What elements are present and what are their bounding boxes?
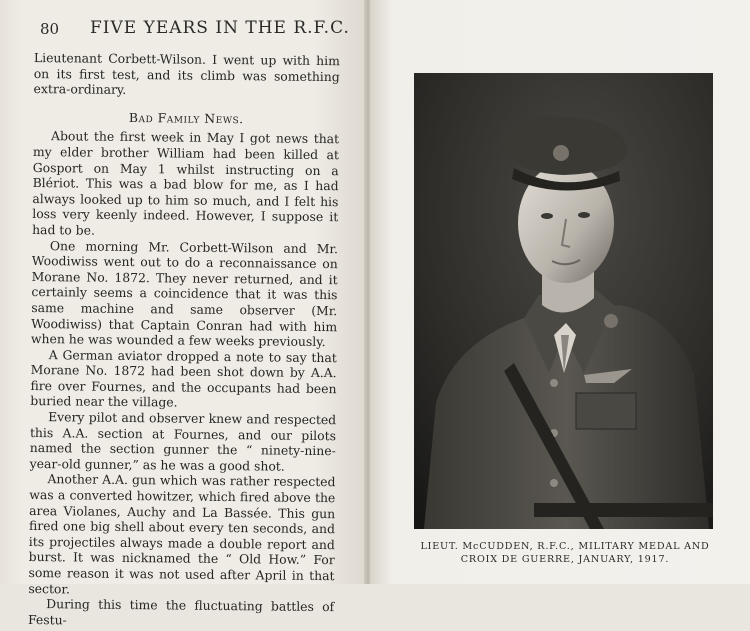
photo-caption bbox=[410, 540, 720, 566]
caption-line: CROIX DE GUERRE, JANUARY, 1917. bbox=[460, 554, 670, 565]
paragraph: About the first week in May I got news that my elder brother William had been killed at Gosport on May 1 whilst instructing on a Blériot. This was a bad blow for me, as I had always looked up to him so much, and I felt his loss very keenly indeed. However, I suppose it had to be. bbox=[32, 128, 340, 238]
paragraph: One morning Mr. Corbett-Wilson and Mr. Woodiwiss went out to do a reconnaissance on Morane No. 1872. They never returned, and it certainly seems a coincidence that it was this same machine and same observer (Mr. Woodiwiss) that Captain Conran had with him when he was wounded a few weeks previously. bbox=[30, 237, 339, 350]
opening-paragraph: Lieutenant Corbett-Wilson. I went up with him on its first test, and its climb was something extra-ordinary. bbox=[33, 50, 340, 98]
running-title: FIVE YEARS IN THE R.F.C. bbox=[90, 18, 350, 38]
section-heading: Bad Family News. bbox=[128, 109, 244, 126]
paragraph: A German aviator dropped a note to say that Morane No. 1872 had been shot down by A.A. fire over Fournes, and the occupants had been buried near the village. bbox=[30, 346, 337, 410]
left-page bbox=[0, 0, 368, 628]
running-head bbox=[30, 16, 350, 40]
portrait-photograph bbox=[414, 73, 713, 529]
body-text bbox=[28, 50, 340, 631]
paragraph: During this time the fluctuating battles of Festu- bbox=[27, 596, 335, 628]
caption-line: LIEUT. McCUDDEN, R.F.C., MILITARY MEDAL AND bbox=[420, 541, 710, 552]
portrait-image bbox=[414, 73, 713, 529]
paragraph: Every pilot and observer knew and respected this A.A. section at Fournes, and our pilots named the section gunner the “ ninety-nine-year-old gunner,” as he was a good shot. bbox=[29, 409, 337, 474]
paragraph: Another A.A. gun which was rather respected was a converted howitzer, which fired above the area Violanes, Auchy and La Bassée. This gun fired one big shell about every ten seconds, and its projectiles always made a double report and burst. It was nicknamed the “ Old How.” For some reason it was not used after April in that sector. bbox=[28, 471, 336, 596]
page-number: 80 bbox=[40, 20, 60, 38]
